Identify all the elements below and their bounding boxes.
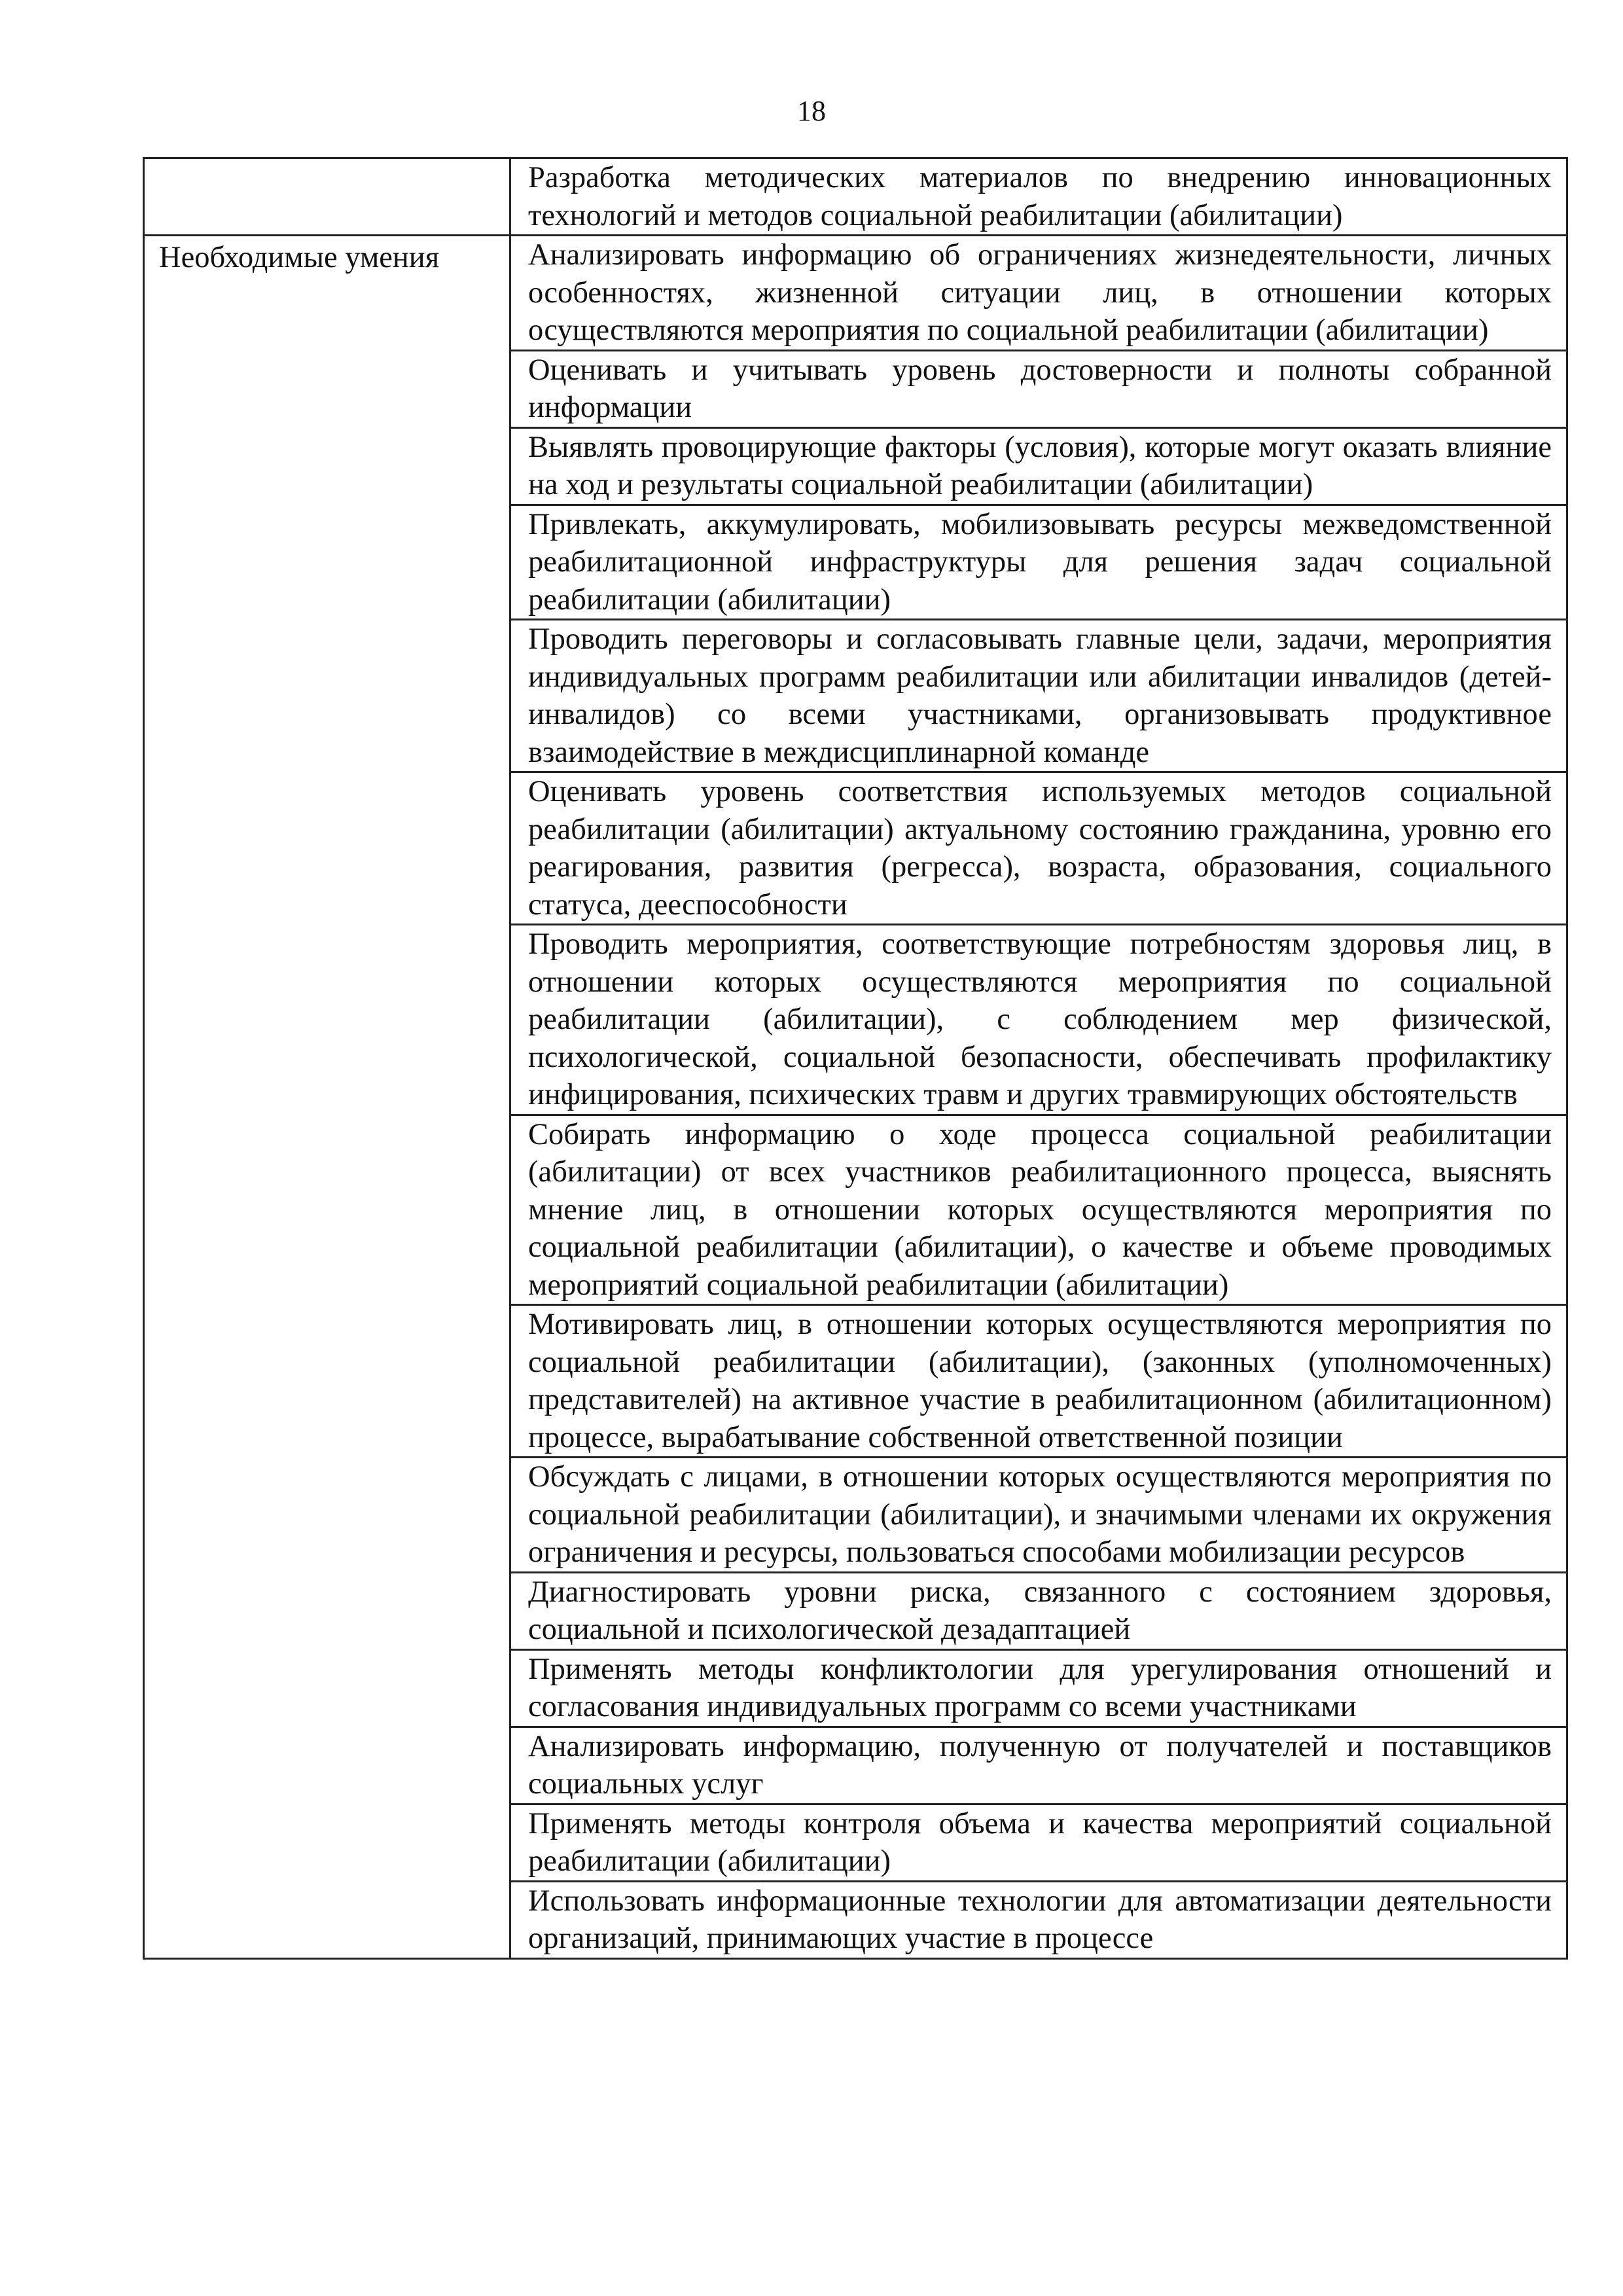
table-cell	[510, 772, 1567, 925]
table-row	[144, 158, 1567, 236]
table-cell	[510, 1881, 1567, 1958]
table-cell	[510, 1804, 1567, 1881]
table-cell	[510, 236, 1567, 351]
skills-label: Необходимые умения	[144, 236, 510, 1959]
skill-item: Применять методы контроля объема и качества мероприятий социальной реабилитации (абилитации)	[528, 1806, 1552, 1878]
table-cell	[510, 1649, 1567, 1727]
skill-item: Использовать информационные технологии для автоматизации деятельности организаций, принимающих участие в процессе	[528, 1884, 1552, 1955]
table-row	[144, 236, 1567, 351]
skill-item: Анализировать информацию об ограничениях жизнедеятельности, личных особенностях, жизненной ситуации лиц, в отношении которых осуществляются мероприятия по социальной реабилитации (абилитации)	[528, 238, 1552, 347]
empty-label-cell	[144, 158, 510, 236]
job-function-table	[143, 157, 1568, 1960]
skill-item: Проводить переговоры и согласовывать главные цели, задачи, мероприятия индивидуальных программ реабилитации или абилитации инвалидов (детей-инвалидов) со всеми участниками, организовывать продуктивное взаимодействие в междисциплинарной команде	[528, 622, 1552, 769]
skill-item: Обсуждать с лицами, в отношении которых осуществляются мероприятия по социальной реабилитации (абилитации), и значимыми членами их окружения ограничения и ресурсы, пользоваться способами мобилизации ресурсов	[528, 1460, 1552, 1569]
table-cell	[510, 505, 1567, 620]
table-cell	[510, 925, 1567, 1115]
table-cell	[510, 158, 1567, 236]
table-cell	[510, 350, 1567, 427]
skill-item: Оценивать и учитывать уровень достоверности и полноты собранной информации	[528, 353, 1552, 424]
page-number: 18	[797, 95, 826, 127]
skill-item: Собирать информацию о ходе процесса социальной реабилитации (абилитации) от всех участников реабилитационного процесса, выяснять мнение лиц, в отношении которых осуществляются мероприятия по социальной реабилитации (абилитации), о качестве и объеме проводимых мероприятий социальной реабилитации (абилитации)	[528, 1117, 1552, 1302]
skill-item: Оценивать уровень соответствия используемых методов социальной реабилитации (абилитации) актуальному состоянию гражданина, уровню его реагирования, развития (регресса), возраста, образования, социального статуса, дееспособности	[528, 775, 1552, 922]
table-cell	[510, 1458, 1567, 1573]
table-cell	[510, 427, 1567, 505]
skill-item: Выявлять провоцирующие факторы (условия), которые могут оказать влияние на ход и результаты социальной реабилитации (абилитации)	[528, 430, 1552, 501]
cell-text: Разработка методических материалов по внедрению инновационных технологий и методов социальной реабилитации (абилитации)	[528, 161, 1552, 232]
skill-item: Анализировать информацию, полученную от получателей и поставщиков социальных услуг	[528, 1729, 1552, 1801]
table-cell	[510, 1305, 1567, 1458]
skill-item: Мотивировать лиц, в отношении которых осуществляются мероприятия по социальной реабилитации (абилитации), (законных (уполномоченных) представителей) на активное участие в реабилитационном (абилитационном) процессе, вырабатывание собственной ответственной позиции	[528, 1308, 1552, 1454]
skill-item: Проводить мероприятия, соответствующие потребностям здоровья лиц, в отношении которых осуществляются мероприятия по социальной реабилитации (абилитации), с соблюдением мер физической, психологической, социальной безопасности, обеспечивать профилактику инфицирования, психических травм и других травмирующих обстоятельств	[528, 927, 1552, 1111]
skill-item: Диагностировать уровни риска, связанного с состоянием здоровья, социальной и психологической дезадаптацией	[528, 1575, 1552, 1646]
table-cell	[510, 1115, 1567, 1305]
table-cell	[510, 1572, 1567, 1649]
skill-item: Привлекать, аккумулировать, мобилизовывать ресурсы межведомственной реабилитационной инфраструктуры для решения задач социальной реабилитации (абилитации)	[528, 507, 1552, 617]
skill-item: Применять методы конфликтологии для урегулирования отношений и согласования индивидуальных программ со всеми участниками	[528, 1652, 1552, 1723]
table-cell	[510, 620, 1567, 772]
table-cell	[510, 1727, 1567, 1804]
